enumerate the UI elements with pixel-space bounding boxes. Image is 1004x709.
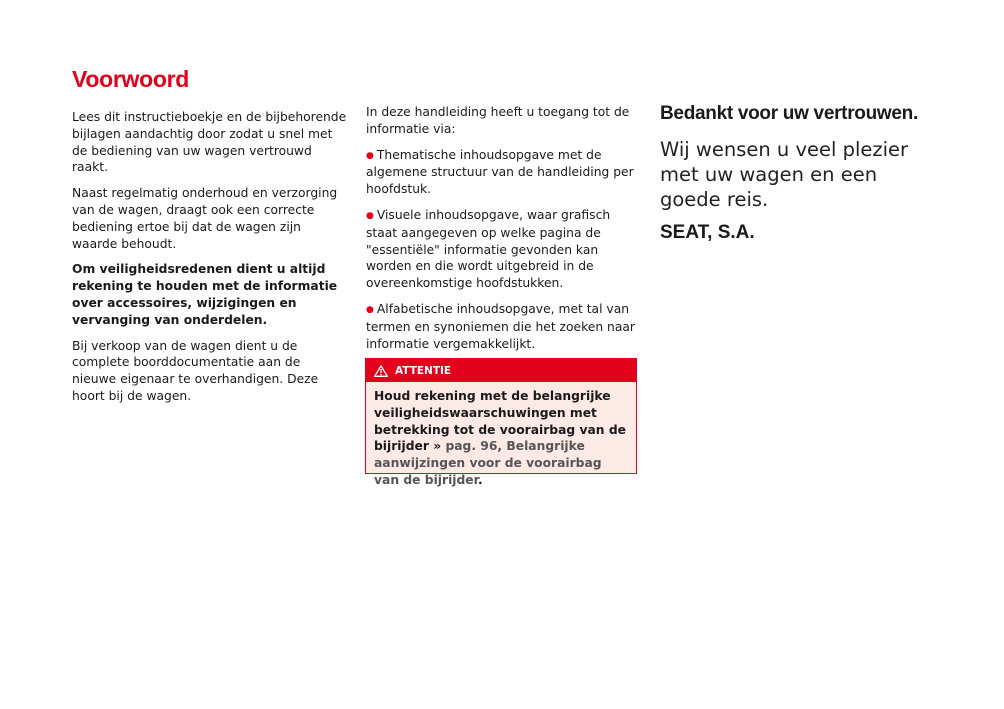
list-item: ● Visuele inhoudsopgave, waar grafisch staat aangegeven op welke pagina de "essentiële" informatie gevonden kan worden en die wordt uitgebreid in de overeenkomstige hoofdstukken.: [366, 207, 611, 291]
bullet-icon: ●: [366, 150, 374, 161]
warning-header: [366, 359, 636, 382]
warning-box: [365, 358, 637, 487]
safety-paragraph: Om veiligheidsredenen dient u altijd rekening te houden met de informatie over accessoires, wijzigingen en vervanging van onderdelen.: [72, 262, 338, 327]
closing-column: [660, 103, 940, 244]
signature: SEAT, S.A.: [660, 222, 755, 243]
wish-text: Wij wensen u veel plezier met uw wagen en een goede reis.: [660, 138, 909, 211]
thanks-heading: Bedankt voor uw vertrouwen.: [660, 103, 918, 124]
list-item: ● Thematische inhoudsopgave met de algemene structuur van de handleiding per hoofdstuk.: [366, 147, 634, 197]
warning-label: ATTENTIE: [395, 364, 452, 377]
bullet-icon: ●: [366, 304, 374, 315]
warning-triangle-icon: [374, 365, 388, 377]
page-title: Voorwoord: [72, 66, 189, 92]
maintenance-paragraph: Naast regelmatig onderhoud en verzorging van de wagen, draagt ook een correcte bediening ertoe bij dat de wagen zijn waarde behoudt.: [72, 186, 338, 251]
contents-column: [366, 104, 641, 361]
contents-intro: In deze handleiding heeft u toegang tot de informatie via:: [366, 105, 630, 136]
cross-reference-arrow-icon: »: [433, 439, 442, 454]
warning-text: Houd rekening met de belangrijke veiligheidswaarschuwingen met betrekking tot de voorairbag van de bijrijder » pag. 96, Belangrijke aanwijzingen voor de voorairbag van de bijrijder.: [374, 389, 626, 487]
intro-paragraph: Lees dit instructieboekje en de bijbehorende bijlagen aandachtig door zodat u snel met de bediening van uw wagen vertrouwd raakt.: [72, 110, 347, 175]
page-reference-link[interactable]: pag. 96, Belangrijke aanwijzingen voor de voorairbag van de bijrijder: [374, 439, 602, 487]
bullet-icon: ●: [366, 210, 374, 221]
intro-column: [72, 109, 347, 414]
resale-paragraph: Bij verkoop van de wagen dient u de complete boorddocumentatie aan de nieuwe eigenaar te overhandigen. Deze hoort bij de wagen.: [72, 338, 319, 403]
list-item: ● Alfabetische inhoudsopgave, met tal van termen en synoniemen die het zoeken naar informatie vergemakkelijkt.: [366, 301, 635, 351]
